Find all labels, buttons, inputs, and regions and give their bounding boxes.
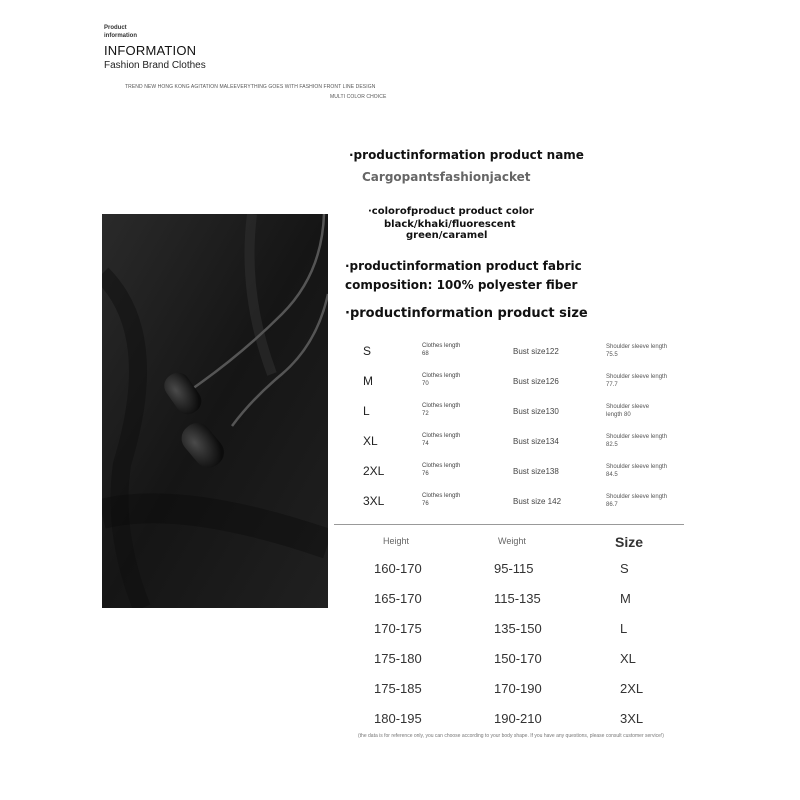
drawstring-photo bbox=[102, 214, 328, 608]
shoulder-sleeve-label: Shoulder sleeve length bbox=[606, 434, 668, 440]
footnote: (the data is for reference only, you can choose according to your body shape. If you have any questions, please consult customer service!) bbox=[358, 733, 664, 739]
shoulder-sleeve-label: Shoulder sleeve bbox=[606, 404, 650, 410]
product-color-value1: black/khaki/fluorescent bbox=[384, 219, 516, 230]
shoulder-sleeve-value: 77.7 bbox=[606, 382, 618, 388]
header-title: INFORMATION bbox=[104, 43, 197, 58]
size-label: L bbox=[363, 404, 370, 418]
product-color-value2: green/caramel bbox=[406, 230, 488, 241]
header-small-line1: Product bbox=[104, 25, 127, 31]
fit-header-height: Height bbox=[383, 536, 410, 546]
fit-height: 175-185 bbox=[374, 681, 422, 696]
fit-weight: 150-170 bbox=[494, 651, 542, 666]
fit-size: L bbox=[620, 621, 628, 636]
clothes-length-label: Clothes length bbox=[422, 433, 461, 439]
drawstring-photo-icon bbox=[102, 214, 328, 608]
clothes-length-label: Clothes length bbox=[422, 493, 461, 499]
clothes-length-value: 76 bbox=[422, 501, 429, 507]
clothes-length-value: 74 bbox=[422, 441, 429, 447]
bust-size: Bust size126 bbox=[513, 377, 559, 386]
fit-height: 165-170 bbox=[374, 591, 422, 606]
shoulder-sleeve-label: Shoulder sleeve length bbox=[606, 494, 668, 500]
size-label: M bbox=[363, 374, 373, 388]
fit-height: 170-175 bbox=[374, 621, 422, 636]
clothes-length-label: Clothes length bbox=[422, 403, 461, 409]
fit-header-size: Size bbox=[615, 534, 644, 550]
bust-size: Bust size122 bbox=[513, 347, 559, 356]
shoulder-sleeve-label: Shoulder sleeve length bbox=[606, 464, 668, 470]
header-tagline: TREND NEW HONG KONG AGITATION MALEEVERYTHING GOES WITH FASHION FRONT LINE DESIGN bbox=[125, 84, 376, 90]
bust-size: Bust size130 bbox=[513, 407, 559, 416]
product-name-value: Cargopantsfashionjacket bbox=[362, 170, 531, 184]
fit-weight: 170-190 bbox=[494, 681, 542, 696]
fit-weight: 115-135 bbox=[494, 591, 541, 606]
clothes-length-label: Clothes length bbox=[422, 463, 461, 469]
fit-height: 175-180 bbox=[374, 651, 422, 666]
fit-weight: 135-150 bbox=[494, 621, 542, 636]
clothes-length-value: 72 bbox=[422, 411, 429, 417]
shoulder-sleeve-value: 84.5 bbox=[606, 472, 618, 478]
size-label: 2XL bbox=[363, 464, 385, 478]
product-fabric-line2: composition: 100% polyester fiber bbox=[345, 278, 578, 292]
shoulder-sleeve-value: 82.5 bbox=[606, 442, 618, 448]
fit-size: 2XL bbox=[620, 681, 644, 696]
shoulder-sleeve-label: Shoulder sleeve length bbox=[606, 344, 668, 350]
clothes-length-label: Clothes length bbox=[422, 343, 461, 349]
clothes-length-value: 76 bbox=[422, 471, 429, 477]
bust-size: Bust size 142 bbox=[513, 497, 562, 506]
fit-size: M bbox=[620, 591, 631, 606]
fit-height: 160-170 bbox=[374, 561, 422, 576]
product-size-label: ·productinformation product size bbox=[345, 306, 588, 321]
shoulder-sleeve-value: 75.5 bbox=[606, 352, 618, 358]
header-tagline2: MULTI COLOR CHOICE bbox=[330, 94, 387, 100]
shoulder-sleeve-value: 86.7 bbox=[606, 502, 618, 508]
bust-size: Bust size134 bbox=[513, 437, 559, 446]
product-name-label: ·productinformation product name bbox=[349, 148, 584, 162]
bust-size: Bust size138 bbox=[513, 467, 559, 476]
clothes-length-label: Clothes length bbox=[422, 373, 461, 379]
fit-size: 3XL bbox=[620, 711, 644, 726]
size-label: S bbox=[363, 344, 372, 358]
fit-size: XL bbox=[620, 651, 636, 666]
header-subtitle: Fashion Brand Clothes bbox=[104, 60, 206, 71]
shoulder-sleeve-value: length 80 bbox=[606, 412, 631, 418]
fit-weight: 95-115 bbox=[494, 561, 534, 576]
size-label: XL bbox=[363, 434, 378, 448]
fit-header-weight: Weight bbox=[498, 536, 526, 546]
header-small-line2: information bbox=[104, 33, 137, 39]
size-label: 3XL bbox=[363, 494, 385, 508]
clothes-length-value: 68 bbox=[422, 351, 429, 357]
product-fabric-line1: ·productinformation product fabric bbox=[345, 259, 582, 273]
fit-weight: 190-210 bbox=[494, 711, 542, 726]
clothes-length-value: 70 bbox=[422, 381, 429, 387]
fit-height: 180-195 bbox=[374, 711, 422, 726]
table-divider bbox=[334, 524, 684, 525]
product-color-label: ·colorofproduct product color bbox=[368, 206, 534, 217]
shoulder-sleeve-label: Shoulder sleeve length bbox=[606, 374, 668, 380]
fit-size: S bbox=[620, 561, 629, 576]
